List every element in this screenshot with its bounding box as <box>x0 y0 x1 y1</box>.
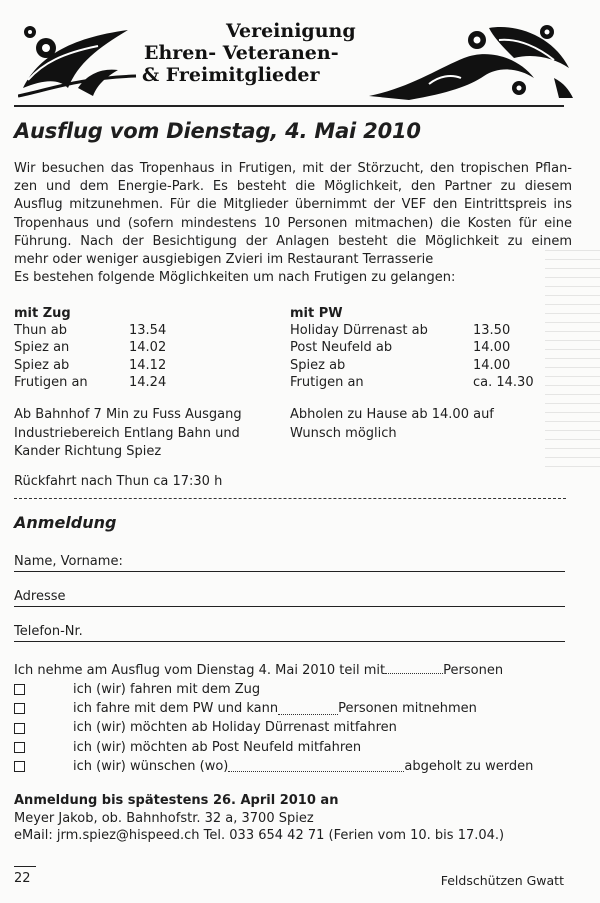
option-own-car <box>14 699 533 718</box>
train-note-line: Ab Bahnhof 7 Min zu Fuss Ausgang <box>14 407 242 422</box>
stop-label: Spiez an <box>14 340 70 356</box>
page-number-rule <box>14 866 36 867</box>
checkbox[interactable] <box>14 723 25 734</box>
intro-paragraph <box>14 160 572 287</box>
contact-info <box>14 810 504 844</box>
stop-label: Thun ab <box>14 323 68 339</box>
option-label-suffix: Personen mitnehmen <box>338 701 477 717</box>
intro-line: Tropenhaus und (sofern mindestens 10 Personen mitmachen) die Kosten für eine <box>14 215 572 231</box>
option-label-suffix: abgeholt zu werden <box>404 758 534 774</box>
schedule-row <box>14 339 166 356</box>
schedule-row <box>290 374 534 391</box>
cut-line <box>14 498 566 499</box>
address-field[interactable] <box>14 589 565 607</box>
header-rule <box>14 105 564 107</box>
stop-time: 14.12 <box>129 357 167 373</box>
pickup-location-blank[interactable] <box>228 760 404 772</box>
participation-sentence <box>14 662 503 678</box>
intro-line: Führung. Nach der Besichtigung der Anlagen besteht die Möglichkeit zu einem <box>14 233 572 249</box>
option-pickup <box>14 757 533 776</box>
address-field-label: Adresse <box>14 589 66 604</box>
stop-label: Frutigen an <box>14 374 88 390</box>
stop-label: Spiez ab <box>290 357 346 373</box>
phone-field-label: Telefon-Nr. <box>14 624 83 639</box>
stop-time: ca. 14.30 <box>473 374 534 390</box>
intro-line: Wir besuchen das Tropenhaus in Frutigen, mit der Störzucht, den tropischen Pflan- <box>14 161 572 176</box>
car-schedule <box>290 305 534 391</box>
schedule-row <box>14 357 166 374</box>
car-note <box>290 406 494 443</box>
checkbox[interactable] <box>14 761 25 772</box>
car-heading: mit PW <box>290 306 343 321</box>
intro-line: Ausflug mitzunehmen. Für die Mitglieder übernimmt der VEF den Eintrittspreis ins <box>14 197 572 213</box>
stop-label: Holiday Dürrenast ab <box>290 323 428 339</box>
stop-time: 14.00 <box>473 357 511 373</box>
option-label: ich fahre mit dem PW und kann <box>73 701 279 717</box>
train-heading: mit Zug <box>14 306 71 321</box>
stop-label: Spiez ab <box>14 357 70 373</box>
intro-line: Es bestehen folgende Möglichkeiten um nach Frutigen zu gelangen: <box>14 270 456 286</box>
participation-suffix: Personen <box>443 663 504 678</box>
train-note-line: Kander Richtung Spiez <box>14 444 162 459</box>
schedule-row <box>290 357 534 374</box>
train-note <box>14 406 242 462</box>
option-holiday-duerrenast <box>14 718 533 737</box>
stop-time: 13.50 <box>473 323 511 339</box>
car-note-line: Wunsch möglich <box>290 425 397 441</box>
stop-label: Frutigen an <box>290 374 364 390</box>
stop-time: 14.24 <box>129 374 167 390</box>
schedule-row <box>14 322 166 339</box>
floral-ornament-right <box>369 18 574 100</box>
travel-options <box>14 680 533 776</box>
header-title-line-1: Vereinigung <box>226 20 356 42</box>
checkbox[interactable] <box>14 703 25 714</box>
car-note-line: Abholen zu Hause ab 14.00 auf <box>290 407 494 422</box>
option-label: ich (wir) möchten ab Holiday Dürrenast mitfahren <box>73 720 397 736</box>
contact-address: Meyer Jakob, ob. Bahnhofstr. 32 a, 3700 Spiez <box>14 811 314 826</box>
option-label: ich (wir) wünschen (wo) <box>73 758 229 774</box>
name-field-label: Name, Vorname: <box>14 554 123 569</box>
page-number: 22 <box>14 871 31 886</box>
schedule-row <box>14 374 166 391</box>
intro-line: zen und dem Energie-Park. Es besteht die Möglichkeit, den Partner zu diesem <box>14 179 572 195</box>
schedule-row <box>290 339 534 356</box>
stop-time: 13.54 <box>129 323 167 339</box>
name-field[interactable] <box>14 554 565 572</box>
header-title-line-3: & Freimitglieder <box>142 64 320 86</box>
intro-line: mehr oder weniger ausgiebigen Zvieri im Restaurant Terrasserie <box>14 252 434 268</box>
checkbox[interactable] <box>14 742 25 753</box>
header-title <box>142 20 392 86</box>
option-label: ich (wir) fahren mit dem Zug <box>73 682 261 697</box>
persons-count-blank[interactable] <box>385 662 443 674</box>
floral-ornament-left <box>18 18 138 100</box>
participation-text: Ich nehme am Ausflug vom Dienstag 4. Mai 2010 teil mit <box>14 663 386 678</box>
phone-field[interactable] <box>14 624 565 642</box>
registration-deadline: Anmeldung bis spätestens 26. April 2010 an <box>14 793 339 808</box>
option-train <box>14 680 533 699</box>
option-post-neufeld <box>14 738 533 757</box>
page-title: Ausflug vom Dienstag, 4. Mai 2010 <box>14 119 421 143</box>
return-trip-text: Rückfahrt nach Thun ca 17:30 h <box>14 474 223 489</box>
header-title-line-2: Ehren- Veteranen- <box>144 42 339 64</box>
registration-heading: Anmeldung <box>14 513 117 532</box>
stop-label: Post Neufeld ab <box>290 340 393 356</box>
option-label: ich (wir) möchten ab Post Neufeld mitfahren <box>73 739 362 755</box>
stop-time: 14.02 <box>129 340 167 356</box>
stop-time: 14.00 <box>473 340 511 356</box>
header-banner <box>14 10 574 108</box>
schedule-row <box>290 322 534 339</box>
checkbox[interactable] <box>14 684 25 695</box>
train-note-line: Industriebereich Entlang Bahn und <box>14 425 240 441</box>
train-schedule <box>14 305 166 391</box>
contact-email-phone: eMail: jrm.spiez@hispeed.ch Tel. 033 654 42 71 (Ferien vom 10. bis 17.04.) <box>14 828 505 843</box>
seats-count-blank[interactable] <box>278 703 338 715</box>
footer-publisher: Feldschützen Gwatt <box>440 873 564 888</box>
